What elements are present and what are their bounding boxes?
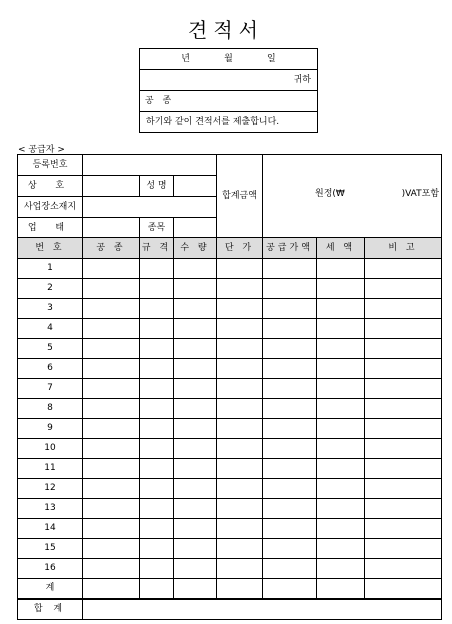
col-header-supply-value: 공급가액 [263,238,317,259]
spec-cell[interactable] [140,379,174,399]
tax-cell[interactable] [317,559,365,579]
business-type-label: 업 태 [18,218,83,239]
unit-price-cell[interactable] [217,279,263,299]
supply-value-cell[interactable] [263,499,317,519]
date-row[interactable] [140,49,318,70]
work-type-cell[interactable] [83,539,140,559]
row-number: 9 [18,419,83,439]
grand-total-label: 합 계 [18,600,83,620]
work-type-cell[interactable] [83,299,140,319]
work-type-cell[interactable] [83,559,140,579]
row-number: 7 [18,379,83,399]
spec-cell[interactable] [140,539,174,559]
remarks-cell[interactable] [365,519,442,539]
table-row [18,539,442,559]
tax-cell[interactable] [317,459,365,479]
spec-cell[interactable] [140,439,174,459]
table-row [18,379,442,399]
spec-cell[interactable] [140,359,174,379]
unit-price-cell[interactable] [217,439,263,459]
work-type-cell[interactable] [83,319,140,339]
supply-value-cell[interactable] [263,279,317,299]
tax-cell[interactable] [317,439,365,459]
spec-cell[interactable] [140,479,174,499]
row-number: 12 [18,479,83,499]
remarks-cell[interactable] [365,379,442,399]
remarks-cell[interactable] [365,459,442,479]
tax-cell[interactable] [317,399,365,419]
table-row [18,479,442,499]
supply-value-cell[interactable] [263,419,317,439]
unit-price-cell[interactable] [217,519,263,539]
unit-price-cell[interactable] [217,299,263,319]
supply-value-cell[interactable] [263,299,317,319]
row-number: 13 [18,499,83,519]
spec-cell[interactable] [140,399,174,419]
remarks-cell[interactable] [365,259,442,279]
category-label: 종목 [140,218,174,239]
work-type-cell[interactable] [83,379,140,399]
unit-price-cell[interactable] [217,319,263,339]
work-type-cell[interactable] [83,279,140,299]
supply-value-cell[interactable] [263,359,317,379]
quantity-cell[interactable] [174,259,217,279]
items-table [17,237,442,599]
row-number: 8 [18,399,83,419]
tax-cell[interactable] [317,519,365,539]
unit-price-cell[interactable] [217,379,263,399]
col-header-number: 번 호 [18,238,83,259]
company-field[interactable] [83,176,140,197]
col-header-remarks: 비 고 [365,238,442,259]
address-field[interactable] [83,197,217,218]
remarks-cell[interactable] [365,279,442,299]
work-type-cell[interactable] [83,499,140,519]
remarks-cell[interactable] [365,539,442,559]
business-type-field[interactable] [83,218,140,239]
tax-cell[interactable] [317,319,365,339]
quantity-cell[interactable] [174,399,217,419]
supply-value-cell[interactable] [263,559,317,579]
remarks-cell[interactable] [365,439,442,459]
supplier-table [17,154,442,239]
table-row [18,299,442,319]
table-row [18,499,442,519]
supply-value-cell[interactable] [263,319,317,339]
statement-text: 하기와 같이 견적서를 제출합니다. [140,112,318,133]
unit-price-cell[interactable] [217,359,263,379]
supply-value-cell[interactable] [263,399,317,419]
remarks-cell[interactable] [365,359,442,379]
tax-cell[interactable] [317,379,365,399]
document-title: 견적서 [188,18,264,42]
company-label: 상 호 [18,176,83,197]
row-number: 5 [18,339,83,359]
vat-included-text: )VAT포함 [401,189,440,199]
quantity-cell[interactable] [174,579,217,599]
quantity-cell[interactable] [174,459,217,479]
supply-value-cell[interactable] [263,259,317,279]
tax-cell[interactable] [317,259,365,279]
category-field[interactable] [174,218,217,239]
quantity-cell[interactable] [174,479,217,499]
tax-cell[interactable] [317,499,365,519]
row-number: 16 [18,559,83,579]
quantity-cell[interactable] [174,519,217,539]
tax-cell[interactable] [317,479,365,499]
quantity-cell[interactable] [174,419,217,439]
unit-price-cell[interactable] [217,419,263,439]
spec-cell[interactable] [140,319,174,339]
work-type-cell[interactable] [83,479,140,499]
quantity-cell[interactable] [174,279,217,299]
supply-value-cell[interactable] [263,579,317,599]
remarks-cell[interactable] [365,579,442,599]
table-row [18,419,442,439]
tax-cell[interactable] [317,579,365,599]
subtotal-label: 계 [18,579,83,599]
table-row [18,319,442,339]
spec-cell[interactable] [140,279,174,299]
table-row [18,519,442,539]
spec-cell[interactable] [140,339,174,359]
work-type-cell[interactable] [83,459,140,479]
col-header-work-type: 공 종 [83,238,140,259]
row-number: 2 [18,279,83,299]
supply-value-cell[interactable] [263,479,317,499]
reg-no-label: 등록번호 [18,155,83,176]
quantity-cell[interactable] [174,299,217,319]
spec-cell[interactable] [140,499,174,519]
quantity-cell[interactable] [174,539,217,559]
year-label: 년 [181,53,190,64]
reg-no-field[interactable] [83,155,217,176]
unit-price-cell[interactable] [217,499,263,519]
spec-cell[interactable] [140,519,174,539]
name-field[interactable] [174,176,217,197]
supply-value-cell[interactable] [263,379,317,399]
work-type-cell[interactable] [83,339,140,359]
remarks-cell[interactable] [365,299,442,319]
remarks-cell[interactable] [365,339,442,359]
row-number: 14 [18,519,83,539]
quantity-cell[interactable] [174,359,217,379]
unit-price-cell[interactable] [217,399,263,419]
recipient-field[interactable]: 귀하 [140,70,318,91]
quantity-cell[interactable] [174,499,217,519]
subtotal-row [18,579,442,599]
table-row [18,339,442,359]
col-header-quantity: 수 량 [174,238,217,259]
spec-cell[interactable] [140,419,174,439]
tax-cell[interactable] [317,539,365,559]
work-type-cell[interactable] [83,359,140,379]
remarks-cell[interactable] [365,419,442,439]
supply-value-cell[interactable] [263,539,317,559]
quantity-cell[interactable] [174,379,217,399]
supply-value-cell[interactable] [263,519,317,539]
quantity-cell[interactable] [174,319,217,339]
total-amount-label: 합계금액 [217,155,263,239]
remarks-cell[interactable] [365,319,442,339]
tax-cell[interactable] [317,279,365,299]
spec-cell[interactable] [140,299,174,319]
address-label: 사업장소재지 [18,197,83,218]
spec-cell[interactable] [140,559,174,579]
unit-price-cell[interactable] [217,459,263,479]
work-type-cell[interactable] [83,399,140,419]
tax-cell[interactable] [317,299,365,319]
table-row [18,439,442,459]
grand-total-table [17,599,442,620]
month-label: 월 [224,53,233,64]
work-type-cell[interactable] [83,519,140,539]
quantity-cell[interactable] [174,559,217,579]
supply-value-cell[interactable] [263,439,317,459]
work-type-cell[interactable] [83,419,140,439]
unit-price-cell[interactable] [217,479,263,499]
spec-cell[interactable] [140,459,174,479]
col-header-unit-price: 단 가 [217,238,263,259]
name-label: 성 명 [140,176,174,197]
total-amount-field[interactable] [263,155,442,239]
table-row [18,359,442,379]
remarks-cell[interactable] [365,499,442,519]
spec-cell[interactable] [140,259,174,279]
tax-cell[interactable] [317,419,365,439]
subject-field[interactable]: 공 종 [140,91,318,112]
row-number: 6 [18,359,83,379]
work-type-cell[interactable] [83,259,140,279]
table-row [18,279,442,299]
table-row [18,559,442,579]
quantity-cell[interactable] [174,439,217,459]
table-row [18,399,442,419]
col-header-spec: 규 격 [140,238,174,259]
work-type-cell[interactable] [83,439,140,459]
work-type-cell[interactable] [83,579,140,599]
row-number: 1 [18,259,83,279]
tax-cell[interactable] [317,339,365,359]
table-row [18,259,442,279]
day-label: 일 [267,53,276,64]
row-number: 15 [18,539,83,559]
unit-price-cell[interactable] [217,579,263,599]
unit-price-cell[interactable] [217,259,263,279]
spec-cell[interactable] [140,579,174,599]
unit-price-cell[interactable] [217,539,263,559]
recipient-box [139,48,318,133]
supply-value-cell[interactable] [263,459,317,479]
quantity-cell[interactable] [174,339,217,359]
tax-cell[interactable] [317,359,365,379]
row-number: 3 [18,299,83,319]
row-number: 11 [18,459,83,479]
col-header-tax: 세 액 [317,238,365,259]
table-row [18,459,442,479]
remarks-cell[interactable] [365,399,442,419]
supply-value-cell[interactable] [263,339,317,359]
grand-total-field[interactable] [83,600,442,620]
remarks-cell[interactable] [365,559,442,579]
unit-price-cell[interactable] [217,559,263,579]
unit-price-cell[interactable] [217,339,263,359]
row-number: 10 [18,439,83,459]
total-amount-won: 원정(₩ [315,189,345,199]
supplier-caption: < 공급자 > [18,145,65,155]
row-number: 4 [18,319,83,339]
remarks-cell[interactable] [365,479,442,499]
